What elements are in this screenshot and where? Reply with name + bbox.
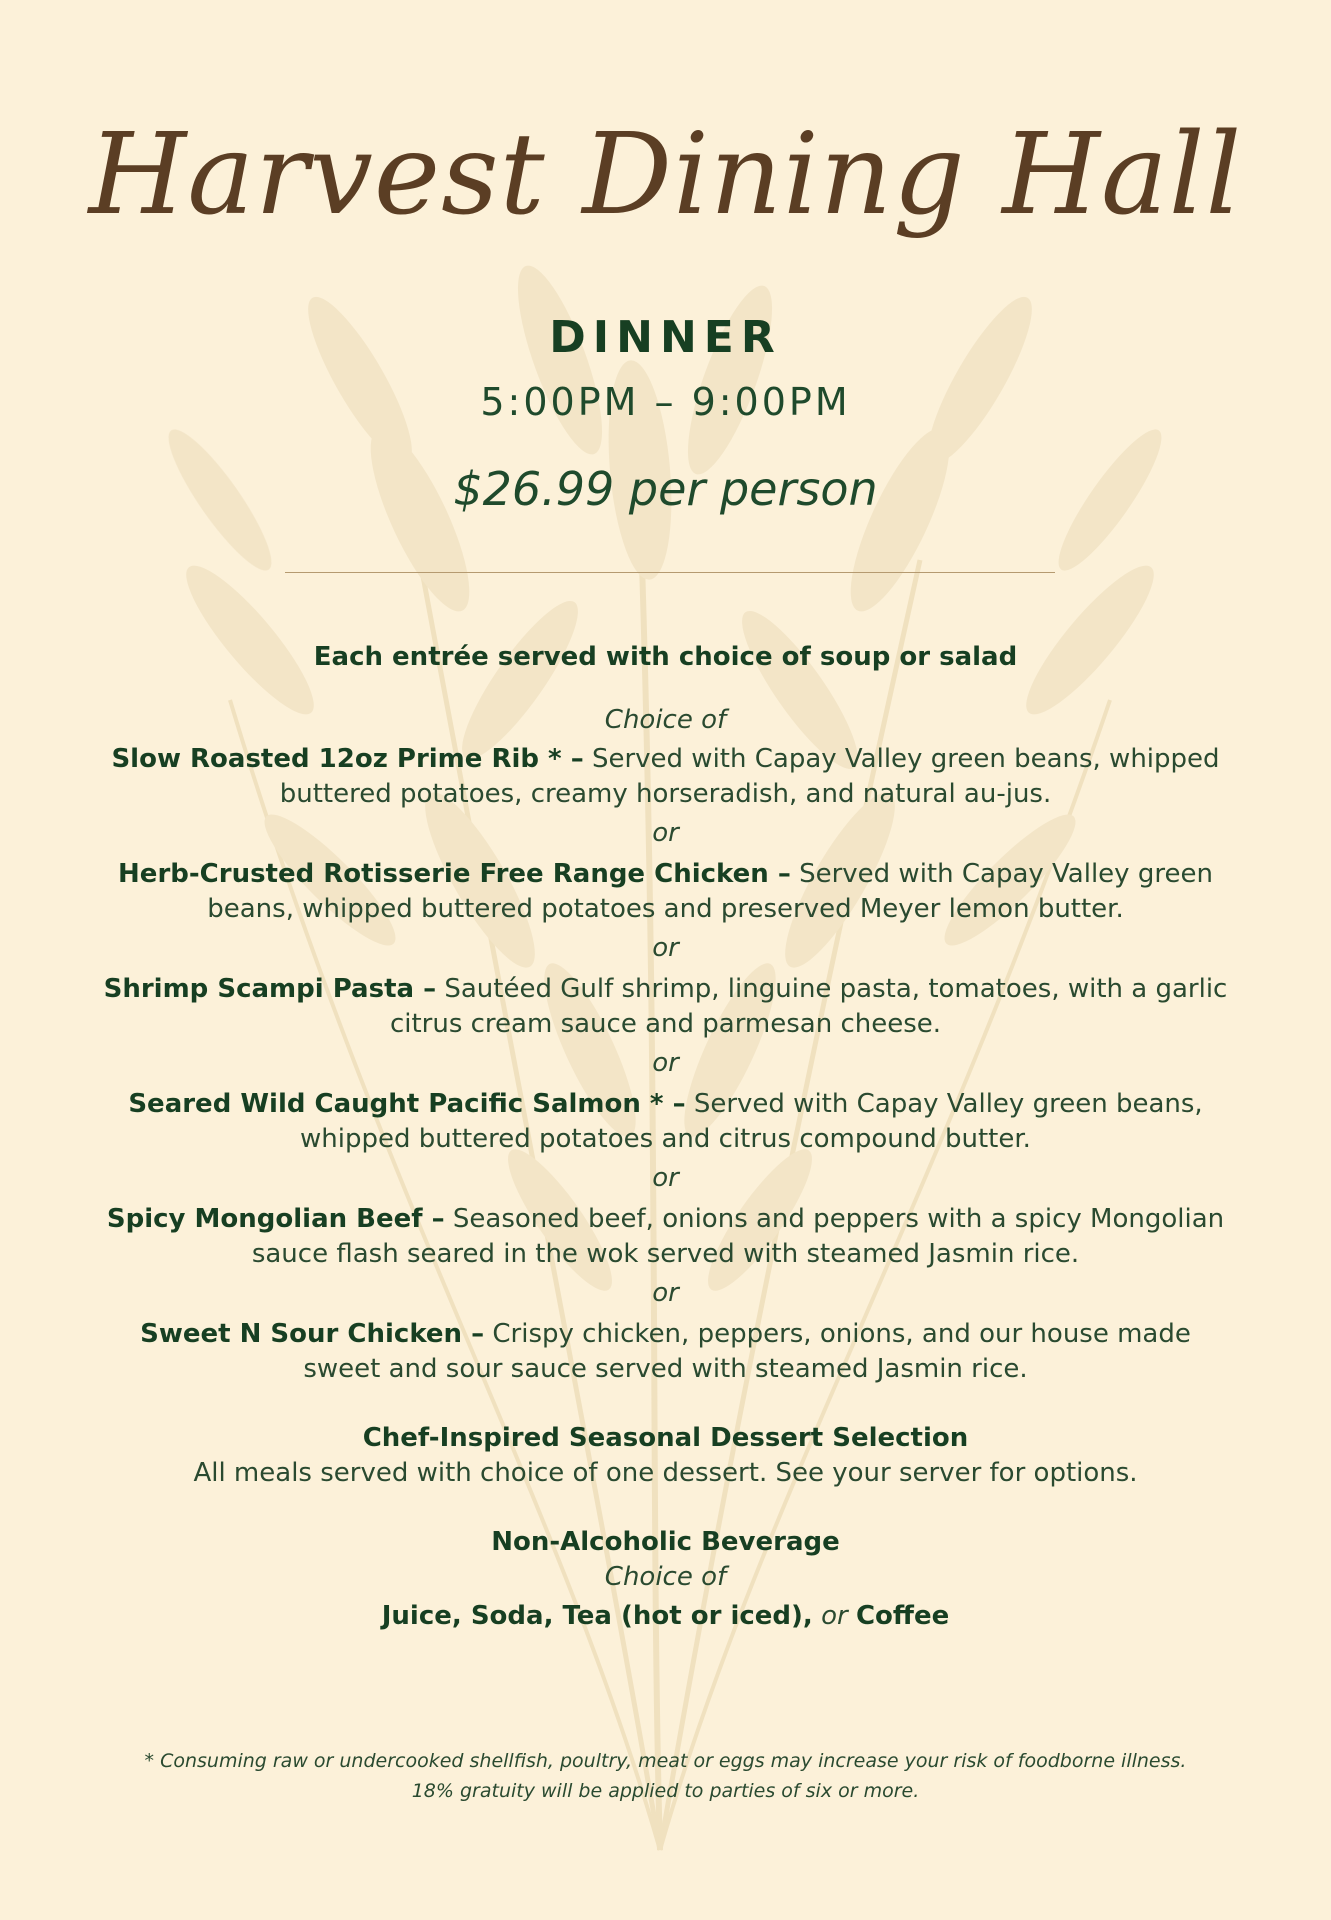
entree-description: Served with Capay Valley green beans, whipped buttered potatoes and preserved Meyer lemon butter. (207, 859, 1213, 924)
footer-disclaimer (60, 1746, 1271, 1806)
or-separator: or (652, 818, 679, 848)
entree-item (100, 742, 1231, 812)
dessert-description: All meals served with choice of one dessert. See your server for options. (193, 1458, 1138, 1488)
entree-name: Shrimp Scampi Pasta – (103, 974, 437, 1004)
entree-name: Sweet N Sour Chicken – (140, 1319, 485, 1349)
entree-item (100, 857, 1231, 927)
entree-name: Spicy Mongolian Beef – (106, 1204, 445, 1234)
entree-item (100, 1317, 1231, 1387)
or-separator: or (652, 1048, 679, 1078)
price-per-person: $26.99 per person (453, 462, 878, 516)
entree-description: Served with Capay Valley green beans, whipped buttered potatoes and citrus compound butter. (300, 1089, 1203, 1154)
or-separator: or (652, 1163, 679, 1193)
entree-name: Seared Wild Caught Pacific Salmon * – (128, 1089, 686, 1119)
beverage-last-option: Coffee (855, 1601, 950, 1631)
divider (285, 572, 1055, 573)
entree-name: Slow Roasted 12oz Prime Rib * – (111, 744, 584, 774)
or-separator: or (652, 933, 679, 963)
entree-description: Seasoned beef, onions and peppers with a spicy Mongolian sauce flash seared in the wok served with steamed Jasmin rice. (251, 1204, 1225, 1269)
entree-description: Crispy chicken, peppers, onions, and our house made sweet and sour sauce served with steamed Jasmin rice. (303, 1319, 1191, 1384)
entree-item (100, 1202, 1231, 1272)
entree-name: Herb-Crusted Rotisserie Free Range Chicken – (118, 859, 791, 889)
choice-of-label: Choice of (604, 705, 727, 735)
menu-content (100, 640, 1231, 1634)
beverage-options (100, 1599, 1231, 1634)
entree-description: Served with Capay Valley green beans, whipped buttered potatoes, creamy horseradish, and natural au-jus. (279, 744, 1220, 809)
beverage-heading: Non-Alcoholic Beverage (491, 1527, 840, 1557)
entree-item (100, 1087, 1231, 1157)
beverage-choice-label: Choice of (604, 1562, 727, 1592)
beverage-option-list: Juice, Soda, Tea (hot or iced), (381, 1601, 813, 1631)
entree-intro: Each entrée served with choice of soup or salad (313, 642, 1018, 672)
restaurant-name: Harvest Dining Hall (88, 110, 1243, 240)
dessert-heading: Chef-Inspired Seasonal Dessert Selection (362, 1423, 969, 1453)
service-hours: 5:00PM – 9:00PM (480, 380, 851, 424)
or-separator: or (652, 1278, 679, 1308)
entree-description: Sautéed Gulf shrimp, linguine pasta, tomatoes, with a garlic citrus cream sauce and parmesan cheese. (389, 974, 1228, 1039)
beverage-or: or (821, 1601, 848, 1631)
gratuity-note: 18% gratuity will be applied to parties of six or more. (411, 1780, 920, 1802)
entree-item (100, 972, 1231, 1042)
food-safety-note: * Consuming raw or undercooked shellfish, poultry, meat or eggs may increase your risk of foodborne illness. (144, 1750, 1187, 1772)
meal-heading: DINNER (549, 312, 782, 363)
